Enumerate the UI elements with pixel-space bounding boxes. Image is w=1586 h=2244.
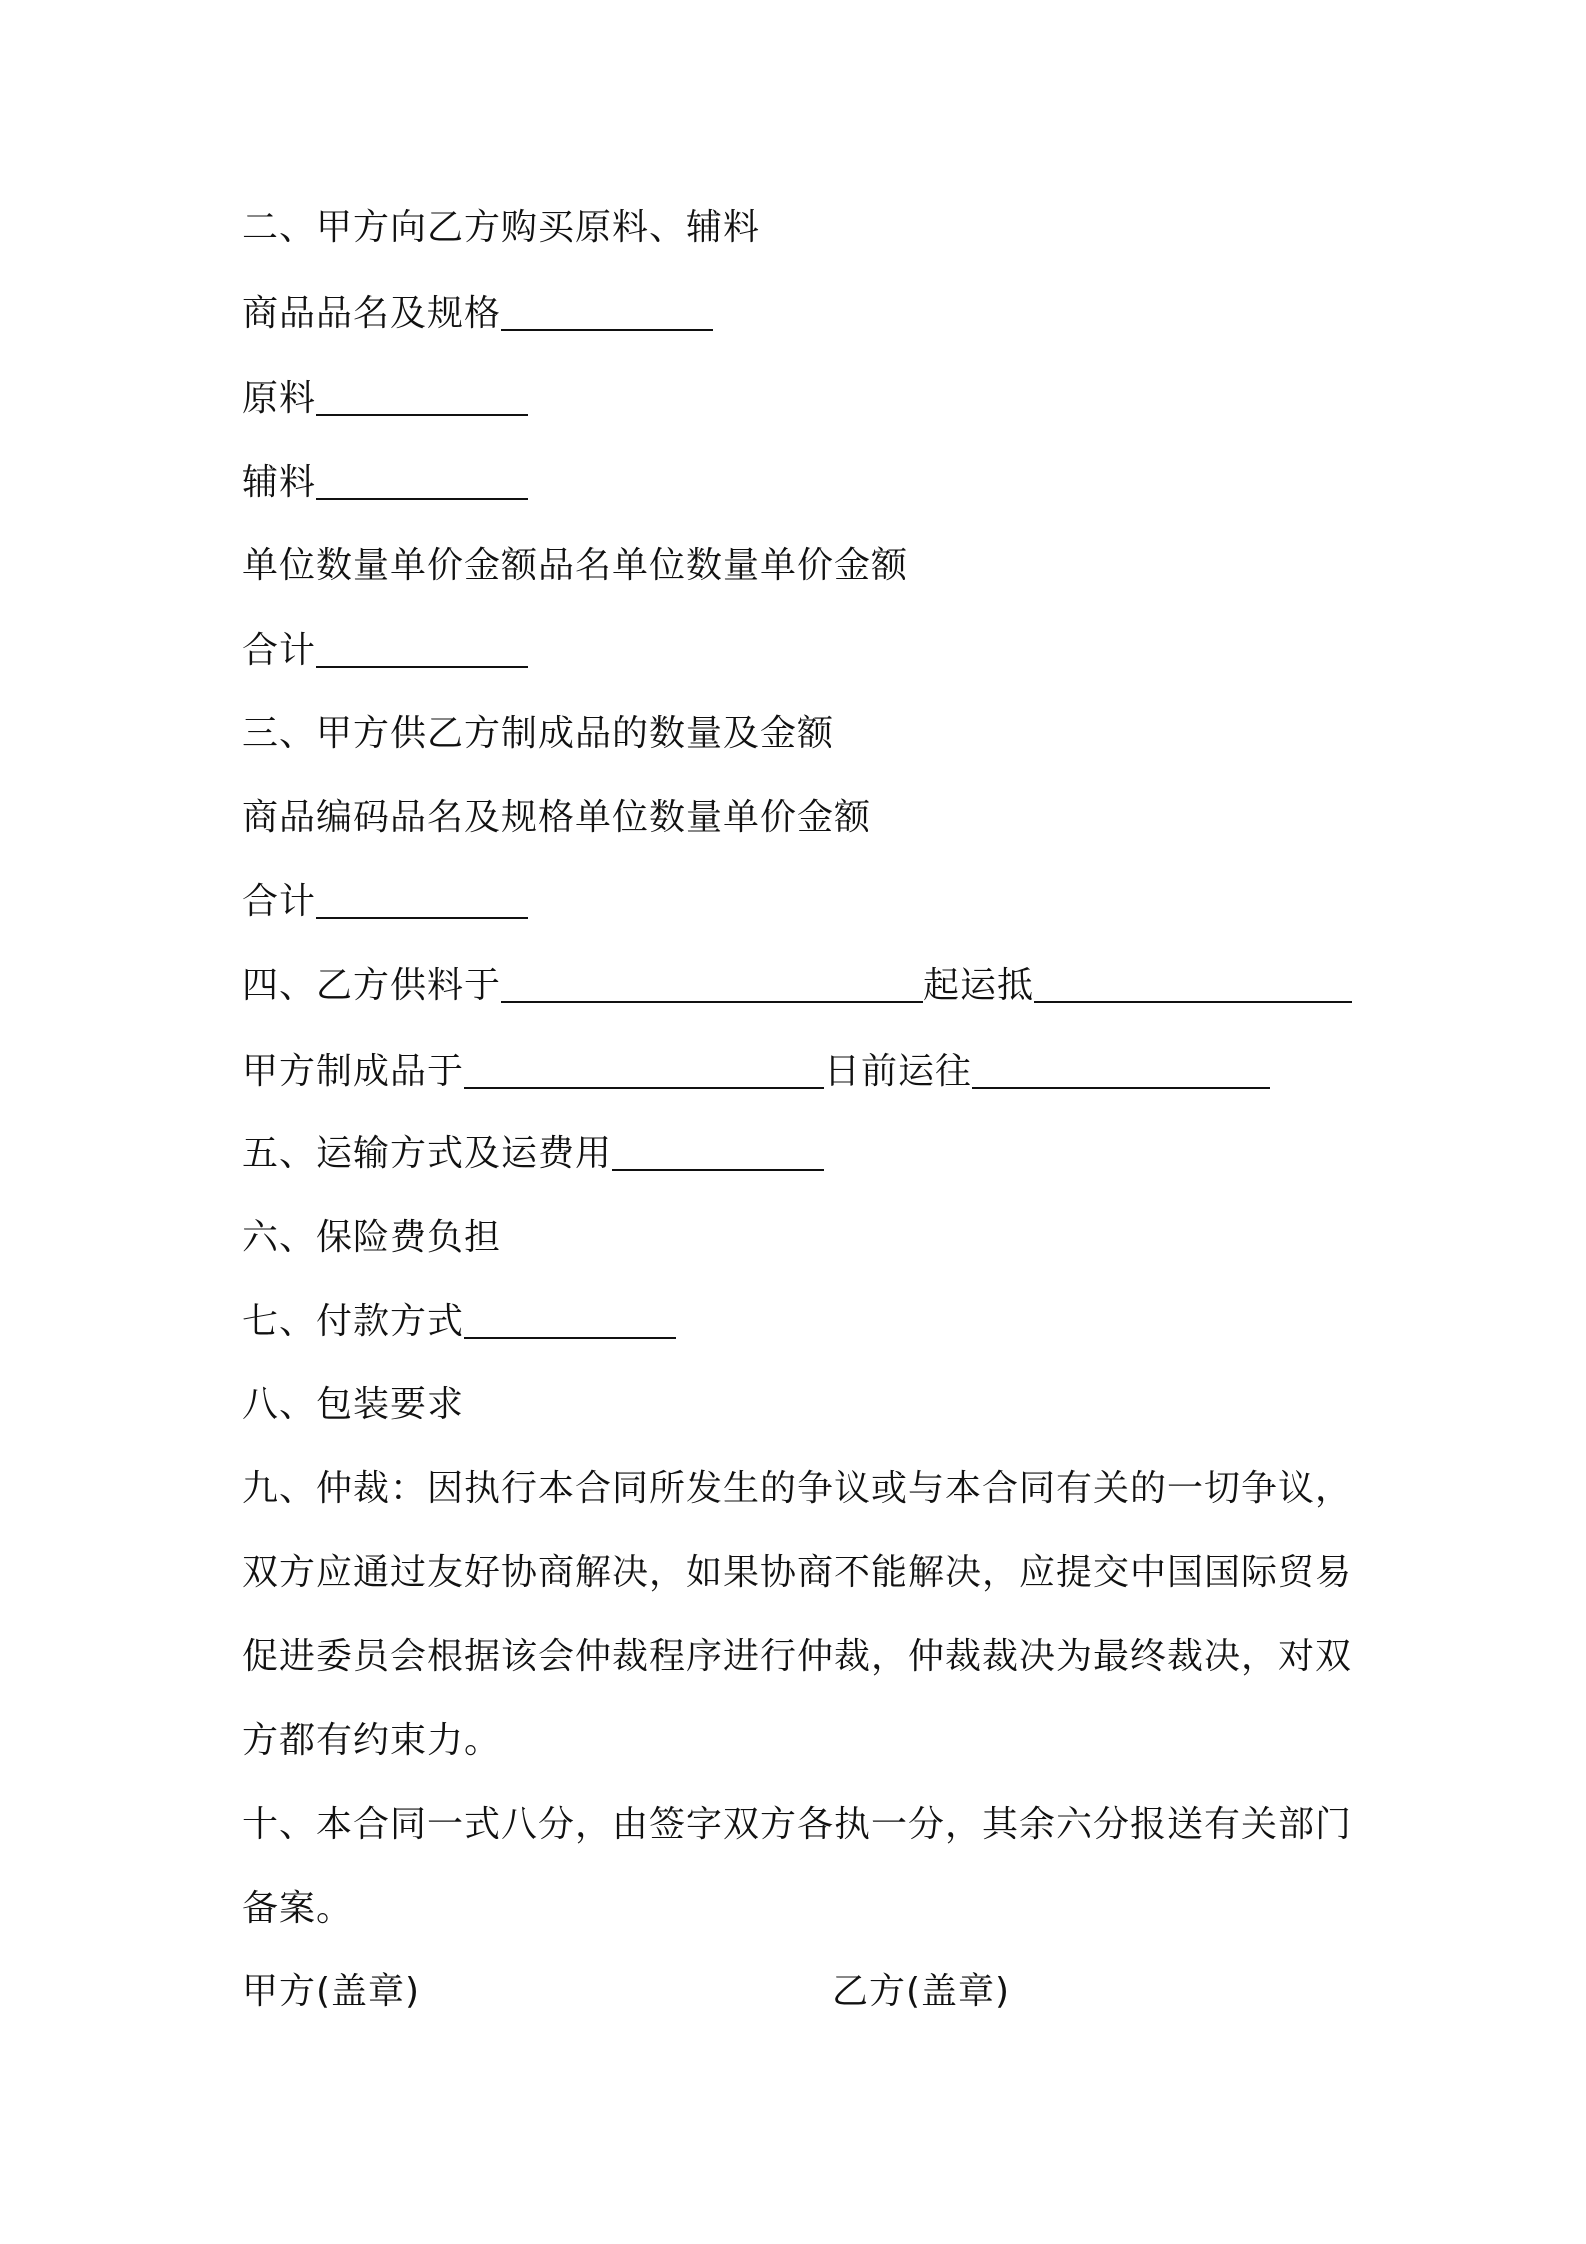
field-label: 商品品名及规格 [242, 293, 502, 334]
section-5-transport-field [242, 1130, 824, 1178]
blank-underline [1034, 965, 1352, 1003]
total-field-1 [242, 627, 528, 675]
blank-underline [316, 630, 528, 668]
field-label: 甲方制成品于 [242, 1051, 465, 1092]
field-label: 四、乙方供料于 [242, 965, 502, 1006]
field-label: 日前运往 [824, 1051, 973, 1092]
party-b-signature-label: 乙方(盖章) [832, 1971, 1011, 2012]
field-label: 七、付款方式 [242, 1301, 465, 1342]
field-label: 五、运输方式及运费用 [242, 1133, 613, 1174]
party-a-signature-label: 甲方(盖章) [242, 1971, 421, 2012]
field-label: 合计 [242, 630, 317, 671]
finished-product-line [242, 1048, 1270, 1096]
section-7-payment-field [242, 1298, 676, 1346]
blank-underline [612, 1133, 824, 1171]
section-8-heading: 八、包装要求 [242, 1384, 465, 1425]
section-2-heading: 二、甲方向乙方购买原料、辅料 [242, 207, 761, 248]
section-3-heading: 三、甲方供乙方制成品的数量及金额 [242, 713, 835, 754]
field-label: 原料 [242, 378, 317, 419]
section-9-paragraph-line: 方都有约束力。 [242, 1720, 502, 1761]
section-10-paragraph-line: 备案。 [242, 1888, 354, 1929]
blank-underline [316, 378, 528, 416]
blank-underline [501, 293, 713, 331]
blank-underline [501, 965, 923, 1003]
blank-underline [464, 1301, 676, 1339]
raw-material-field [242, 375, 528, 423]
section-9-paragraph-line: 促进委员会根据该会仲裁程序进行仲裁，仲裁裁决为最终裁决，对双 [242, 1636, 1353, 1677]
section-4-supply-line [242, 962, 1352, 1010]
section-6-heading: 六、保险费负担 [242, 1217, 502, 1258]
section-10-paragraph-line: 十、本合同一式八分，由签字双方各执一分，其余六分报送有关部门 [242, 1804, 1353, 1845]
auxiliary-material-field [242, 459, 528, 507]
blank-underline [316, 881, 528, 919]
table-header-line-2: 商品编码品名及规格单位数量单价金额 [242, 797, 872, 838]
blank-underline [316, 462, 528, 500]
blank-underline [972, 1051, 1270, 1089]
section-9-paragraph-line: 九、仲裁：因执行本合同所发生的争议或与本合同有关的一切争议， [242, 1468, 1353, 1509]
total-field-2 [242, 878, 528, 926]
field-label: 起运抵 [923, 965, 1035, 1006]
product-name-spec-field [242, 290, 713, 338]
section-9-paragraph-line: 双方应通过友好协商解决，如果协商不能解决，应提交中国国际贸易 [242, 1552, 1353, 1593]
blank-underline [464, 1051, 824, 1089]
field-label: 辅料 [242, 462, 317, 503]
field-label: 合计 [242, 881, 317, 922]
table-header-line-1: 单位数量单价金额品名单位数量单价金额 [242, 545, 909, 586]
